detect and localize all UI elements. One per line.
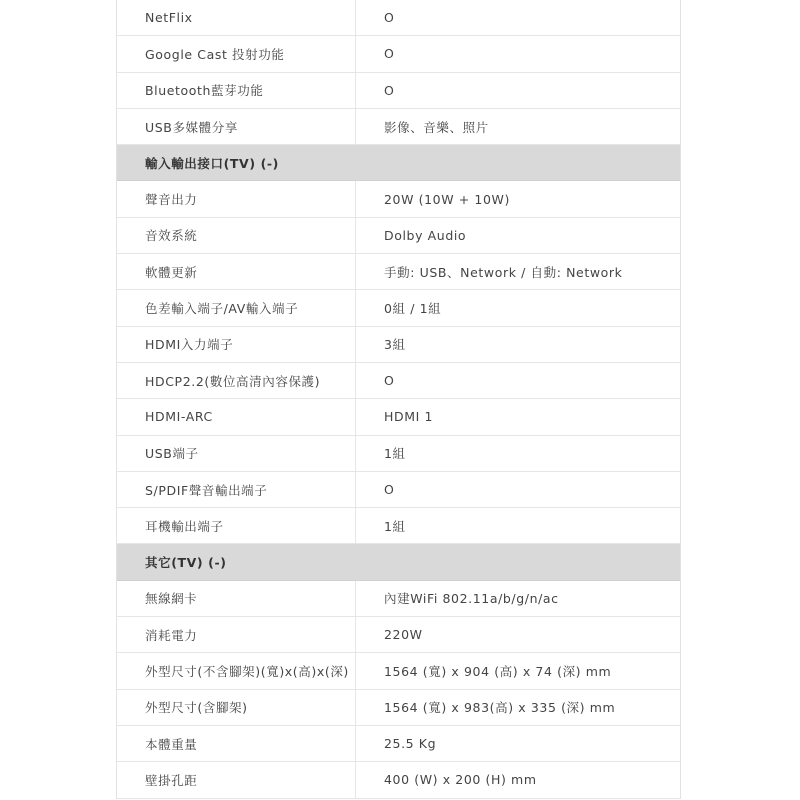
spec-value: HDMI 1 [384,409,434,425]
spec-label: 消耗電力 [117,617,356,652]
spec-value: 1組 [384,446,406,462]
spec-table [116,0,681,799]
spec-label: 本體重量 [117,726,356,761]
spec-label: Google Cast 投射功能 [117,36,356,71]
spec-value: O [384,482,395,497]
spec-row [117,327,680,363]
spec-label: USB多媒體分享 [117,109,356,144]
spec-label: 無線網卡 [117,581,356,616]
section-header-other: 其它(TV) (-) [117,544,680,580]
spec-row [117,0,680,36]
spec-row [117,472,680,508]
spec-row [117,36,680,72]
spec-value: O [384,82,395,98]
spec-label: HDMI入力端子 [117,327,356,362]
spec-value: 1564 (寬) x 904 (高) x 74 (深) mm [384,663,612,679]
spec-value: 0組 / 1組 [384,301,442,317]
spec-value: 影像、音樂、照片 [384,119,489,135]
spec-value: 1組 [384,518,406,534]
spec-label: NetFlix [117,0,356,35]
spec-value: 內建WiFi 802.11a/b/g/n/ac [384,591,559,607]
section-header-io-ports: 輸入輸出接口(TV) (-) [117,145,680,181]
spec-row [117,363,680,399]
spec-row [117,690,680,726]
spec-row [117,290,680,326]
spec-value: 20W (10W + 10W) [384,191,510,207]
spec-row [117,254,680,290]
spec-value: 220W [384,627,423,643]
spec-value: O [384,46,395,62]
spec-label: 聲音出力 [117,181,356,216]
spec-row [117,218,680,254]
spec-value: 25.5 Kg [384,736,437,752]
spec-label: USB端子 [117,436,356,471]
spec-label: Bluetooth藍芽功能 [117,73,356,108]
spec-label: S/PDIF聲音輸出端子 [117,472,356,507]
spec-row [117,762,680,798]
spec-value: O [384,373,395,389]
spec-value: 400 (W) x 200 (H) mm [384,772,537,788]
spec-row [117,436,680,472]
spec-value: 手動: USB、Network / 自動: Network [384,264,623,280]
spec-label: 外型尺寸(含腳架) [117,690,356,725]
spec-label: 耳機輸出端子 [117,508,356,543]
spec-label: 壁掛孔距 [117,762,356,797]
spec-row [117,726,680,762]
spec-row [117,508,680,544]
spec-row [117,399,680,435]
spec-value: 3組 [384,337,406,353]
spec-value: 1564 (寬) x 983(高) x 335 (深) mm [384,700,616,716]
spec-row [117,581,680,617]
spec-row [117,73,680,109]
spec-label: HDMI-ARC [117,399,356,434]
spec-label: 軟體更新 [117,254,356,289]
spec-row [117,181,680,217]
spec-value: O [384,10,395,26]
spec-row [117,617,680,653]
spec-label: HDCP2.2(數位高清內容保護) [117,363,356,398]
spec-label: 外型尺寸(不含腳架)(寬)x(高)x(深) [117,653,356,688]
spec-label: 色差輸入端子/AV輸入端子 [117,290,356,325]
spec-label: 音效系統 [117,218,356,253]
spec-row [117,109,680,145]
spec-value: Dolby Audio [384,227,467,243]
spec-row [117,653,680,689]
